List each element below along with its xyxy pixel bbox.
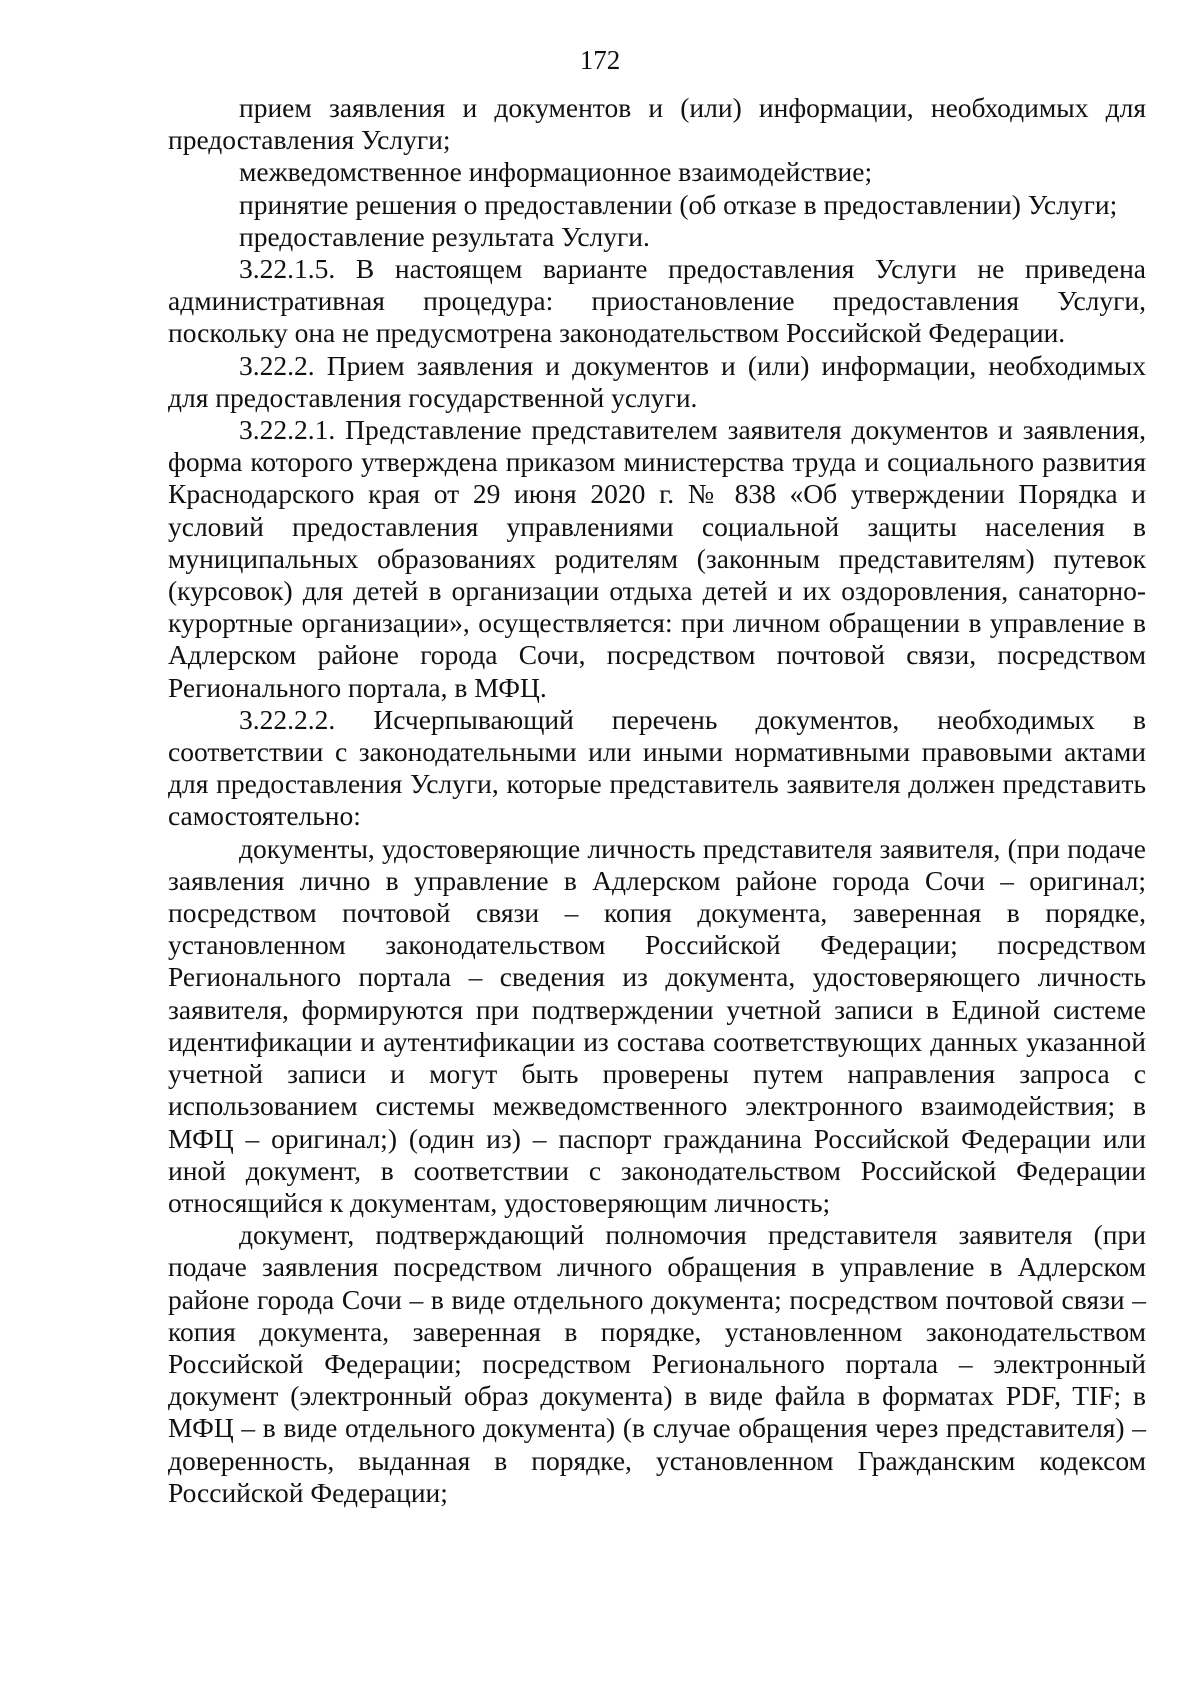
paragraph: документ, подтверждающий полномочия представителя заявителя (при подаче заявления посредством личного обращения в управление в Адлерском районе города Сочи – в виде отдельного документа; посредством почтовой связи – копия документа, заверенная в порядке, установленном законодательством Российской Федерации; посредством Регионального портала – электронный документ (электронный образ документа) в виде файла в форматах PDF, TIF; в МФЦ – в виде отдельного документа) (в случае обращения через представителя) – доверенность, выданная в порядке, установленном Гражданским кодексом Российской Федерации;: [168, 1219, 1146, 1508]
document-body: [168, 92, 1146, 1509]
paragraph: документы, удостоверяющие личность представителя заявителя, (при подаче заявления лично в управление в Адлерском районе города Сочи – оригинал; посредством почтовой связи – копия документа, заверенная в порядке, установленном законодательством Российской Федерации; посредством Регионального портала – сведения из документа, удостоверяющего личность заявителя, формируются при подтверждении учетной записи в Единой системе идентификации и аутентификации из состава соответствующих данных указанной учетной записи и могут быть проверены путем направления запроса с использованием системы межведомственного электронного взаимодействия; в МФЦ – оригинал;) (один из) – паспорт гражданина Российской Федерации или иной документ, в соответствии с законодательством Российской Федерации относящийся к документам, удостоверяющим личность;: [168, 832, 1146, 1218]
paragraph: 3.22.2. Прием заявления и документов и (или) информации, необходимых для предоставления государственной услуги.: [168, 349, 1146, 413]
paragraph: 3.22.2.2. Исчерпывающий перечень документов, необходимых в соответствии с законодательными или иными нормативными правовыми актами для предоставления Услуги, которые представитель заявителя должен представить самостоятельно:: [168, 703, 1146, 832]
paragraph: 3.22.2.1. Представление представителем заявителя документов и заявления, форма которого утверждена приказом министерства труда и социального развития Краснодарского края от 29 июня 2020 г. № 838 «Об утверждении Порядка и условий предоставления управлениями социальной защиты населения в муниципальных образованиях родителям (законным представителям) путевок (курсовок) для детей в организации отдыха детей и их оздоровления, санаторно-курортные организации», осуществляется: при личном обращении в управление в Адлерском районе города Сочи, посредством почтовой связи, посредством Регионального портала, в МФЦ.: [168, 414, 1146, 703]
paragraph: 3.22.1.5. В настоящем варианте предоставления Услуги не приведена административная процедура: приостановление предоставления Услуги, поскольку она не предусмотрена законодательством Российской Федерации.: [168, 253, 1146, 349]
page-number: 172: [579, 45, 621, 75]
paragraph: принятие решения о предоставлении (об отказе в предоставлении) Услуги;: [239, 188, 1118, 220]
paragraph: предоставление результата Услуги.: [239, 220, 650, 252]
paragraph: межведомственное информационное взаимодействие;: [239, 156, 873, 188]
paragraph: прием заявления и документов и (или) информации, необходимых для предоставления Услуги;: [168, 92, 1146, 156]
